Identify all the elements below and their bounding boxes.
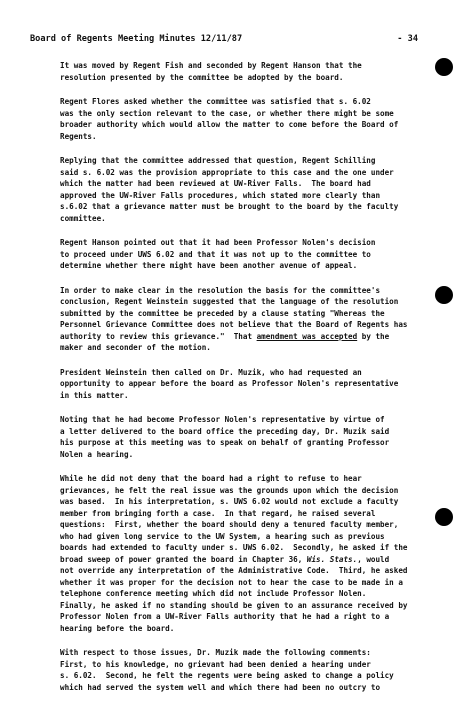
text-line: committee. (60, 213, 106, 223)
paragraph (30, 414, 422, 460)
text-line: Regents. (60, 131, 97, 141)
text-line: s. 6.02. Second, he felt the regents were being asked to change a policy (60, 671, 394, 680)
paragraph (30, 96, 422, 142)
text-line: whether it was proper for the decision not to hear the case to be made in a (60, 577, 403, 587)
text-line: Regent Hanson pointed out that it had been Professor Nolen's decision (60, 238, 376, 247)
text-line: boards had extended to faculty under s. UWS 6.02. Secondly, he asked if the (60, 543, 408, 552)
text-line: opportunity to appear before the board as Professor Nolen's representative (60, 379, 399, 388)
text-line: Regent Flores asked whether the committee was satisfied that s. 6.02 (60, 97, 371, 106)
italic-citation: Wis. Stats. (306, 554, 358, 564)
text-line: which the matter had been reviewed at UW-River Falls. The board had (60, 179, 371, 188)
text-line: his purpose at this meeting was to speak on behalf of granting Professor (60, 438, 390, 447)
text-line: Personnel Grievance Committee does not believe that the Board of Regents has (60, 320, 408, 329)
paragraph (30, 60, 422, 83)
text-line: approved the UW-River Falls procedures, which stated more clearly than (60, 190, 381, 200)
text-run: broad sweep of power granted the board in Chapter 36, (60, 554, 307, 564)
text-line: was based. In his interpretation, s. UWS 6.02 would not exclude a faculty (60, 497, 399, 506)
text-line: With respect to those issues, Dr. Muzik made the following comments: (60, 648, 371, 657)
text-line: broader authority which would allow the matter to come before the Board of (60, 120, 399, 129)
text-line: in this matter. (60, 390, 129, 400)
page-header (30, 34, 418, 44)
text-line: First, to his knowledge, no grievant had been denied a hearing under (60, 659, 371, 669)
binder-hole (435, 508, 453, 526)
text-line: Noting that he had become Professor Nolen's representative by virtue of (60, 415, 385, 424)
text-line: s.6.02 that a grievance matter must be brought to the board by the faculty (60, 202, 399, 211)
paragraph (30, 647, 422, 693)
text-line: who had given long service to the UW System, a hearing such as previous (60, 531, 385, 541)
text-line: member from bringing forth a case. In that regard, he raised several (60, 508, 376, 518)
text-line: questions: First, whether the board should deny a tenured faculty member, (60, 520, 399, 529)
binder-hole (435, 58, 453, 76)
paragraph (30, 473, 422, 634)
paragraph (30, 155, 422, 224)
paragraph (30, 237, 422, 272)
text-line: to proceed under UWS 6.02 and that it was not up to the committee to (60, 249, 371, 259)
text-line: which had served the system well and which there had been no outcry to (60, 682, 381, 692)
text-line: It was moved by Regent Fish and seconded by Regent Hanson that the (60, 61, 362, 70)
text-line: hearing before the board. (60, 623, 175, 633)
text-line: was the only section relevant to the case, or whether there might be some (60, 108, 394, 118)
paragraph (30, 285, 422, 354)
paragraph (30, 367, 422, 402)
text-run: authority to review this grievance." That (60, 331, 257, 341)
minutes-body (30, 60, 422, 706)
text-line: President Weinstein then called on Dr. Muzik, who had requested an (60, 367, 362, 377)
text-line (30, 331, 422, 343)
text-line (30, 554, 422, 566)
text-line: Nolen a hearing. (60, 449, 134, 459)
text-line: grievances, he felt the real issue was the grounds upon which the decision (60, 485, 399, 495)
text-line: While he did not deny that the board had a right to refuse to hear (60, 474, 362, 483)
document-title: Board of Regents Meeting Minutes 12/11/87 (30, 34, 243, 44)
binder-hole (435, 286, 453, 304)
text-line: Finally, he asked if no standing should be given to an assurance received by (60, 600, 408, 610)
underlined-phrase: amendment was accepted (256, 331, 358, 341)
text-run: , would (357, 554, 390, 564)
text-line: said s. 6.02 was the provision appropriate to this case and the one under (60, 167, 394, 177)
text-line: not override any interpretation of the Administrative Code. Third, he asked (60, 566, 408, 575)
page-number: - 34 (397, 34, 418, 44)
text-line: Professor Nolen from a UW-River Falls authority that he had a right to a (60, 612, 390, 621)
text-line: telephone conference meeting which did not include Professor Nolen. (60, 589, 367, 598)
text-line: submitted by the committee be preceded by a clause stating "Whereas the (60, 308, 385, 318)
text-line: a letter delivered to the board office the preceding day, Dr. Muzik said (60, 426, 390, 436)
text-line: Replying that the committee addressed that question, Regent Schilling (60, 156, 376, 165)
text-line: maker and seconder of the motion. (60, 343, 211, 352)
text-line: determine whether there might have been another avenue of appeal. (60, 261, 358, 270)
text-run: by the (357, 331, 390, 341)
text-line: conclusion, Regent Weinstein suggested that the language of the resolution (60, 297, 399, 306)
text-line: In order to make clear in the resolution the basis for the committee's (60, 285, 381, 295)
text-line: resolution presented by the committee be adopted by the board. (60, 72, 344, 82)
